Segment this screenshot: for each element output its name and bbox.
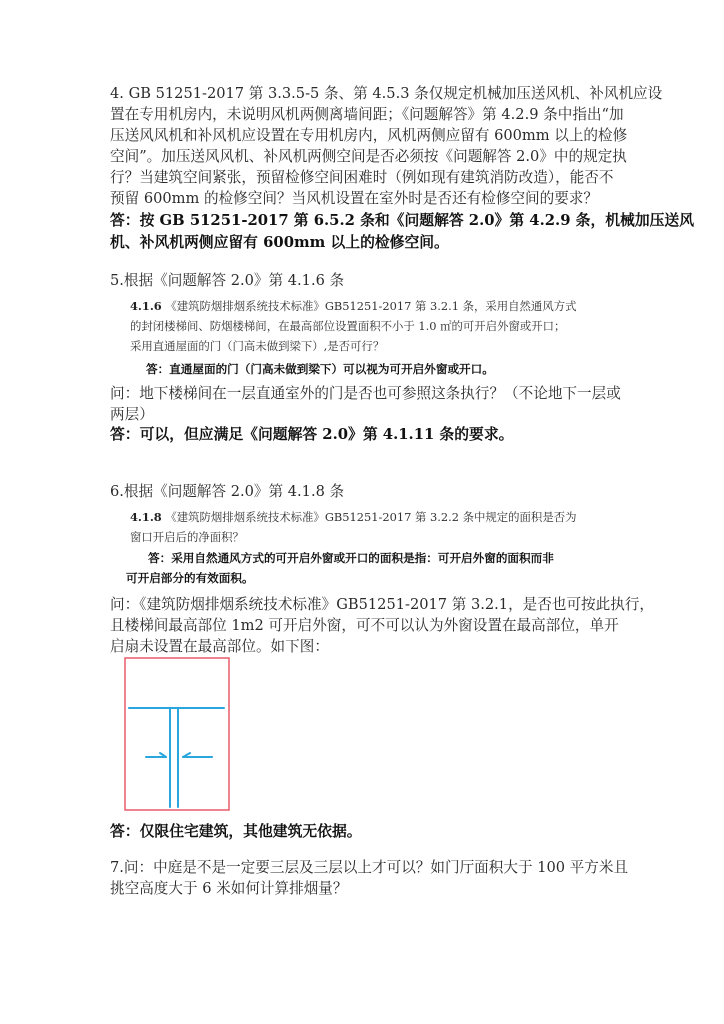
item5-question-line: 问：地下楼梯间在一层直通室外的门是否也可参照这条执行？（不论地下一层或	[110, 385, 621, 402]
item5-question-line: 两层）	[110, 406, 154, 423]
item5-quote-line: 《建筑防烟排烟系统技术标准》GB51251-2017 第 3.2.1 条，采用自然通风方式	[165, 299, 577, 313]
item6-heading: 6.根据《问题解答 2.0》第 4.1.8 条	[110, 483, 345, 500]
item5-heading: 5.根据《问题解答 2.0》第 4.1.6 条	[110, 272, 345, 289]
item5-quote-line: 的封闭楼梯间、防烟楼梯间，在最高部位设置面积不小于 1.0 ㎡的可开启外窗或开口；	[130, 319, 566, 333]
item6-question-line: 且楼梯间最高部位 1m2 可开启外窗，可不可以认为外窗设置在最高部位，单开	[110, 617, 619, 634]
item6-answer: 答：仅限住宅建筑，其他建筑无依据。	[110, 823, 362, 840]
item6-question-line: 问：《建筑防烟排烟系统技术标准》GB51251-2017 第 3.2.1，是否也可按此执行，	[110, 596, 655, 613]
item6-quote-answer	[126, 548, 554, 588]
item7-question-line: 挑空高度大于 6 米如何计算排烟量？	[110, 880, 348, 897]
item4-question-line: 空间”。加压送风风机、补风机两侧空间是否必须按《问题解答 2.0》中的规定执	[110, 148, 627, 165]
item4-question-line: 压送风风机和补风机应设置在专用机房内，风机两侧应留有 600mm 以上的检修	[110, 127, 628, 144]
item4-answer-line: 机、补风机两侧应留有 600mm 以上的检修空间。	[110, 234, 449, 251]
item4-question-line: 4. GB 51251-2017 第 3.3.5-5 条、第 4.5.3 条仅规定机械加压送风机、补风机应设	[110, 85, 663, 102]
item6-question-line: 启扇未设置在最高部位。如下图：	[110, 638, 329, 655]
item7-question-line: 7.问：中庭是不是一定要三层及三层以上才可以？如门厅面积大于 100 平方米且	[110, 859, 629, 876]
item5-quote-line: 采用直通屋面的门（门高未做到梁下）,是否可行？	[130, 339, 385, 353]
item5-quote	[130, 296, 577, 356]
item4-answer	[110, 210, 694, 254]
item5-question	[110, 383, 621, 425]
item6-quote-line: 《建筑防烟排烟系统技术标准》GB51251-2017 第 3.2.2 条中规定的面积是否为	[165, 510, 577, 524]
item6-quote-answer-line: 答：采用自然通风方式的可开启外窗或开口的面积是指：可开启外窗的面积而非	[148, 551, 554, 565]
item5-quote-answer: 答：直通屋面的门（门高未做到梁下）可以视为可开启外窗或开口。	[146, 362, 494, 376]
item4-question-line: 置在专用机房内，未说明风机两侧离墙间距；《问题解答》第 4.2.9 条中指出“加	[110, 106, 624, 123]
window-diagram	[124, 657, 230, 811]
item6-quote-line: 窗口开启后的净面积？	[130, 530, 244, 544]
item4-question-line: 预留 600mm 的检修空间？当风机设置在室外时是否还有检修空间的要求？	[110, 190, 599, 207]
item5-quote-number: 4.1.6	[130, 299, 162, 313]
item6-question	[110, 594, 654, 657]
item4-question	[110, 83, 662, 209]
item5-answer: 答：可以，但应满足《问题解答 2.0》第 4.1.11 条的要求。	[110, 426, 514, 443]
item4-answer-line: 答：按 GB 51251-2017 第 6.5.2 条和《问题解答 2.0》第 4.2.9 条，机械加压送风	[110, 212, 695, 229]
item7-question	[110, 857, 628, 899]
item6-quote	[130, 507, 577, 547]
item4-question-line: 行？当建筑空间紧张，预留检修空间困难时（例如现有建筑消防改造），能否不	[110, 169, 614, 186]
item6-quote-answer-line: 可开启部分的有效面积。	[126, 571, 254, 585]
item6-quote-number: 4.1.8	[130, 510, 162, 524]
